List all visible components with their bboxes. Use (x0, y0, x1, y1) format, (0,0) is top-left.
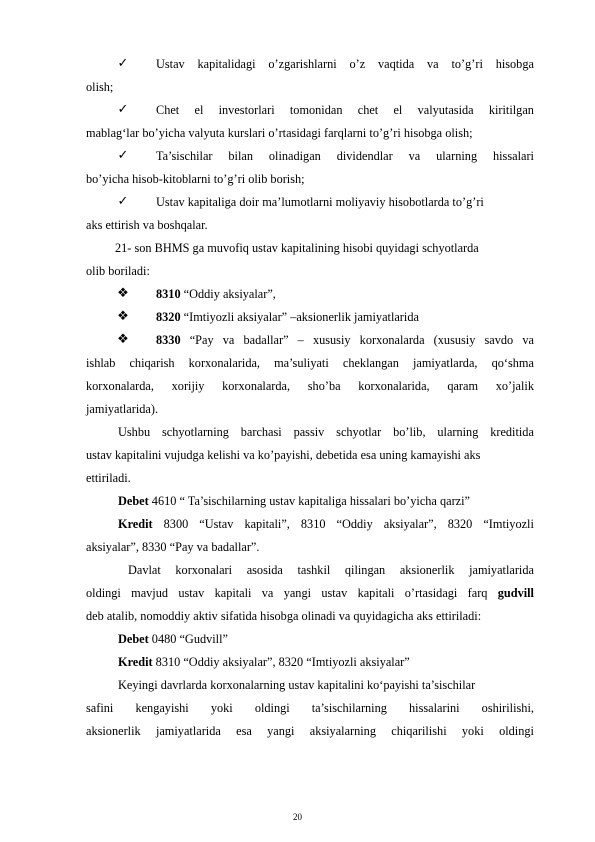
account-line: 8310 “Oddiy aksiyalar”, (156, 287, 276, 301)
account-line: korxonalarda, xorijiy korxonalarda, sho’ba korxonalarida, qaram xo’jalik (86, 379, 534, 393)
paragraph-line: ustav kapitalini vujudga kelishi va ko’payishi, debetida esa uning kamayishi aks (86, 448, 481, 462)
paragraph-line: Davlat korxonalari asosida tashkil qilingan aksionerlik jamiyatlarida (128, 563, 534, 577)
paragraph-line: deb atalib, nomoddiy aktiv sifatida hisobga olinadi va quyidagicha aks ettiriladi: (86, 609, 482, 623)
paragraph-line: oldingi mavjud ustav kapitali va yangi ustav kapitali o’rtasidagi farq gudvill (86, 586, 534, 600)
paragraph-line: safini kengayishi yoki oldingi ta’sischilarning hissalarini oshirilishi, (86, 701, 534, 715)
account-line: 8330 “Pay va badallar” – xususiy korxonalarda (xususiy savdo va (156, 333, 534, 347)
list-item-line: bo’yicha hisob-kitoblarni to’g’ri olib borish; (86, 172, 305, 186)
paragraph-line: 21- son BHMS ga muvofiq ustav kapitalining hisobi quyidagi schyotlarda (115, 241, 479, 255)
diamond-bullet-icon: ❖ (117, 331, 129, 346)
list-item-line: Ustav kapitalidagi o’zgarishlarni o’z vaqtida va to’g’ri hisobga (156, 57, 534, 71)
checkmark-icon: ✓ (117, 147, 129, 162)
kredit-line: aksiyalar”, 8330 “Pay va badallar”. (86, 540, 260, 554)
account-line: jamiyatlarida). (86, 402, 159, 416)
page-number: 20 (293, 812, 302, 822)
paragraph-line: Ushbu schyotlarning barchasi passiv schyotlar bo’lib, ularning kreditida (118, 425, 534, 439)
paragraph-line: olib boriladi: (86, 264, 150, 278)
diamond-bullet-icon: ❖ (117, 308, 129, 323)
list-item-line: mablag‘lar bo’yicha valyuta kurslari o’rtasidagi farqlarni to’g’ri hisobga olish; (86, 126, 473, 140)
debet-line: Debet 4610 “ Ta’sischilarning ustav kapitaliga hissalari bo’yicha qarzi” (118, 494, 471, 508)
paragraph-line: ettiriladi. (86, 471, 131, 485)
list-item-line: olish; (86, 80, 114, 94)
paragraph-line: aksionerlik jamiyatlarida esa yangi aksiyalarning chiqarilishi yoki oldingi (86, 724, 534, 738)
list-item-line: aks ettirish va boshqalar. (86, 218, 208, 232)
paragraph-line: Keyingi davrlarda korxonalarning ustav kapitalini ko‘payishi ta’sischilar (118, 678, 476, 692)
kredit-line: Kredit 8300 “Ustav kapitali”, 8310 “Oddiy aksiyalar”, 8320 “Imtiyozli (118, 517, 534, 531)
account-line: ishlab chiqarish korxonalarida, ma’suliyati cheklangan jamiyatlarda, qo‘shma (86, 356, 534, 370)
kredit-line: Kredit 8310 “Oddiy aksiyalar”, 8320 “Imtiyozli aksiyalar” (118, 655, 410, 669)
checkmark-icon: ✓ (117, 101, 129, 116)
diamond-bullet-icon: ❖ (117, 285, 129, 300)
list-item-line: Ustav kapitaliga doir ma’lumotlarni moliyaviy hisobotlarda to’g’ri (156, 195, 484, 209)
account-line: 8320 “Imtiyozli aksiyalar” –aksionerlik jamiyatlarida (156, 310, 419, 324)
checkmark-icon: ✓ (117, 55, 129, 70)
checkmark-icon: ✓ (117, 193, 129, 208)
debet-line: Debet 0480 “Gudvill” (118, 632, 228, 646)
list-item-line: Chet el investorlari tomonidan chet el valyutasida kiritilgan (156, 103, 534, 117)
list-item-line: Ta’sischilar bilan olinadigan dividendlar va ularning hissalari (156, 149, 534, 163)
